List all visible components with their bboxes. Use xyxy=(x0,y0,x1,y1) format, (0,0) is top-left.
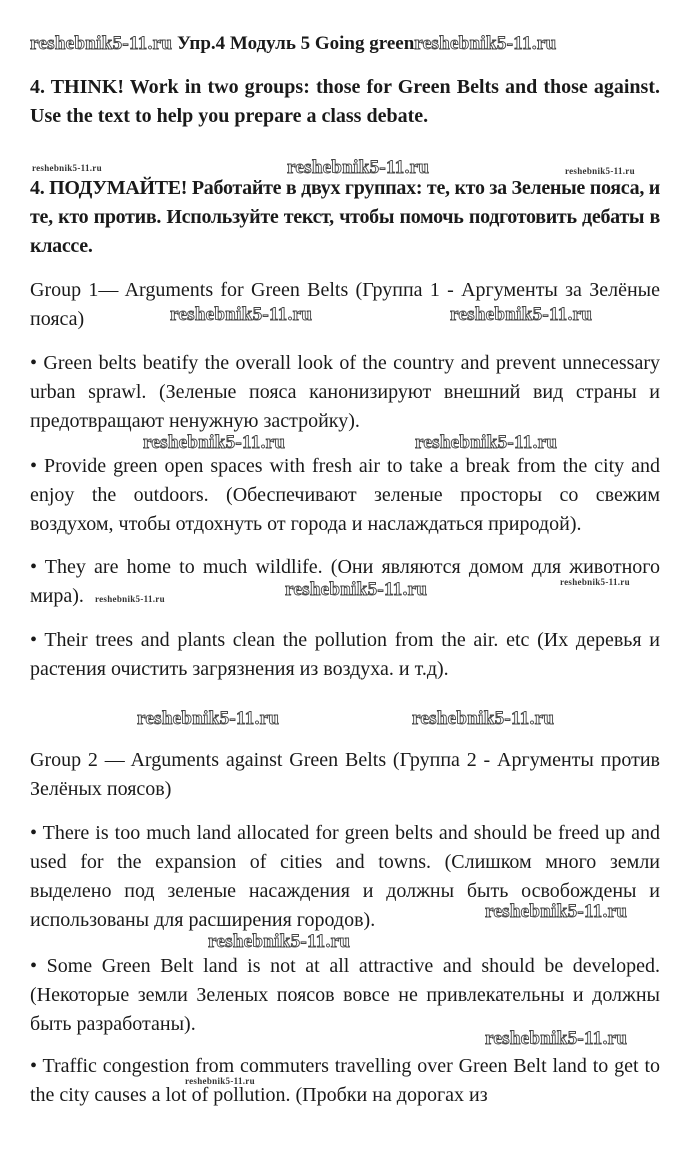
group2-item: • Some Green Belt land is not at all attractive and should be developed. (Некоторые земли Зеленых поясов вовсе не привлекательны и должны быть разработаны). xyxy=(30,955,660,1035)
watermark: reshebnik5-11.ru xyxy=(285,579,428,600)
group1-item: • Green belts beatify the overall look of the country and prevent unnecessary urban sprawl. (Зеленые пояса канонизируют внешний вид страны и предотвращают ненужную застройку). xyxy=(30,352,660,432)
group2-heading: Group 2 — Arguments against Green Belts (Группа 2 - Аргументы против Зелёных поясов) xyxy=(30,749,660,800)
page-title: Упр.4 Модуль 5 Going green xyxy=(176,33,415,54)
watermark-small: reshebnik5-11.ru xyxy=(185,1076,255,1086)
group1-item: • Provide green open spaces with fresh air to take a break from the city and enjoy the outdoors. (Обеспечивают зеленые просторы со свежим воздухом, чтобы отдохнуть от города и наслаждаться природой). xyxy=(30,455,660,535)
watermark: reshebnik5-11.ru xyxy=(208,931,351,952)
watermark-small: reshebnik5-11.ru xyxy=(565,166,635,176)
watermark: reshebnik5-11.ru xyxy=(414,33,557,54)
task-english: 4. THINK! Work in two groups: those for Green Belts and those against. Use the text to help you prepare a class debate. xyxy=(30,76,660,127)
watermark: reshebnik5-11.ru xyxy=(30,33,173,54)
watermark: reshebnik5-11.ru xyxy=(415,432,558,453)
group2-item: • There is too much land allocated for green belts and should be freed up and used for the expansion of cities and towns. (Слишком много земли выделено под зеленые насаждения и должны быть освобождены и использованы для расширения городов). xyxy=(30,822,660,931)
watermark: reshebnik5-11.ru xyxy=(143,432,286,453)
group2-item: • Traffic congestion from commuters travelling over Green Belt land to get to the city causes a lot of pollution. (Пробки на дорогах из xyxy=(30,1055,660,1106)
watermark-small: reshebnik5-11.ru xyxy=(32,163,102,173)
group1-item: • Their trees and plants clean the pollution from the air. etc (Их деревья и растения очистить загрязнения из воздуха. и т.д). xyxy=(30,629,660,680)
group1-heading: Group 1— Arguments for Green Belts (Группа 1 - Аргументы за Зелёные пояса) xyxy=(30,279,660,330)
group1-item: • They are home to much wildlife. (Они являются домом для животного мира). xyxy=(30,556,660,607)
watermark: reshebnik5-11.ru xyxy=(170,304,313,325)
watermark: reshebnik5-11.ru xyxy=(485,901,628,922)
watermark-small: reshebnik5-11.ru xyxy=(560,577,630,587)
watermark: reshebnik5-11.ru xyxy=(412,708,555,729)
page-header xyxy=(30,30,670,58)
watermark-small: reshebnik5-11.ru xyxy=(95,594,165,604)
watermark: reshebnik5-11.ru xyxy=(287,157,430,178)
watermark: reshebnik5-11.ru xyxy=(450,304,593,325)
watermark: reshebnik5-11.ru xyxy=(137,708,280,729)
task-russian: 4. ПОДУМАЙТЕ! Работайте в двух группах: те, кто за Зеленые пояса, и те, кто против. Используйте текст, чтобы помочь подготовить дебаты в классе. xyxy=(30,177,660,257)
watermark: reshebnik5-11.ru xyxy=(485,1028,628,1049)
